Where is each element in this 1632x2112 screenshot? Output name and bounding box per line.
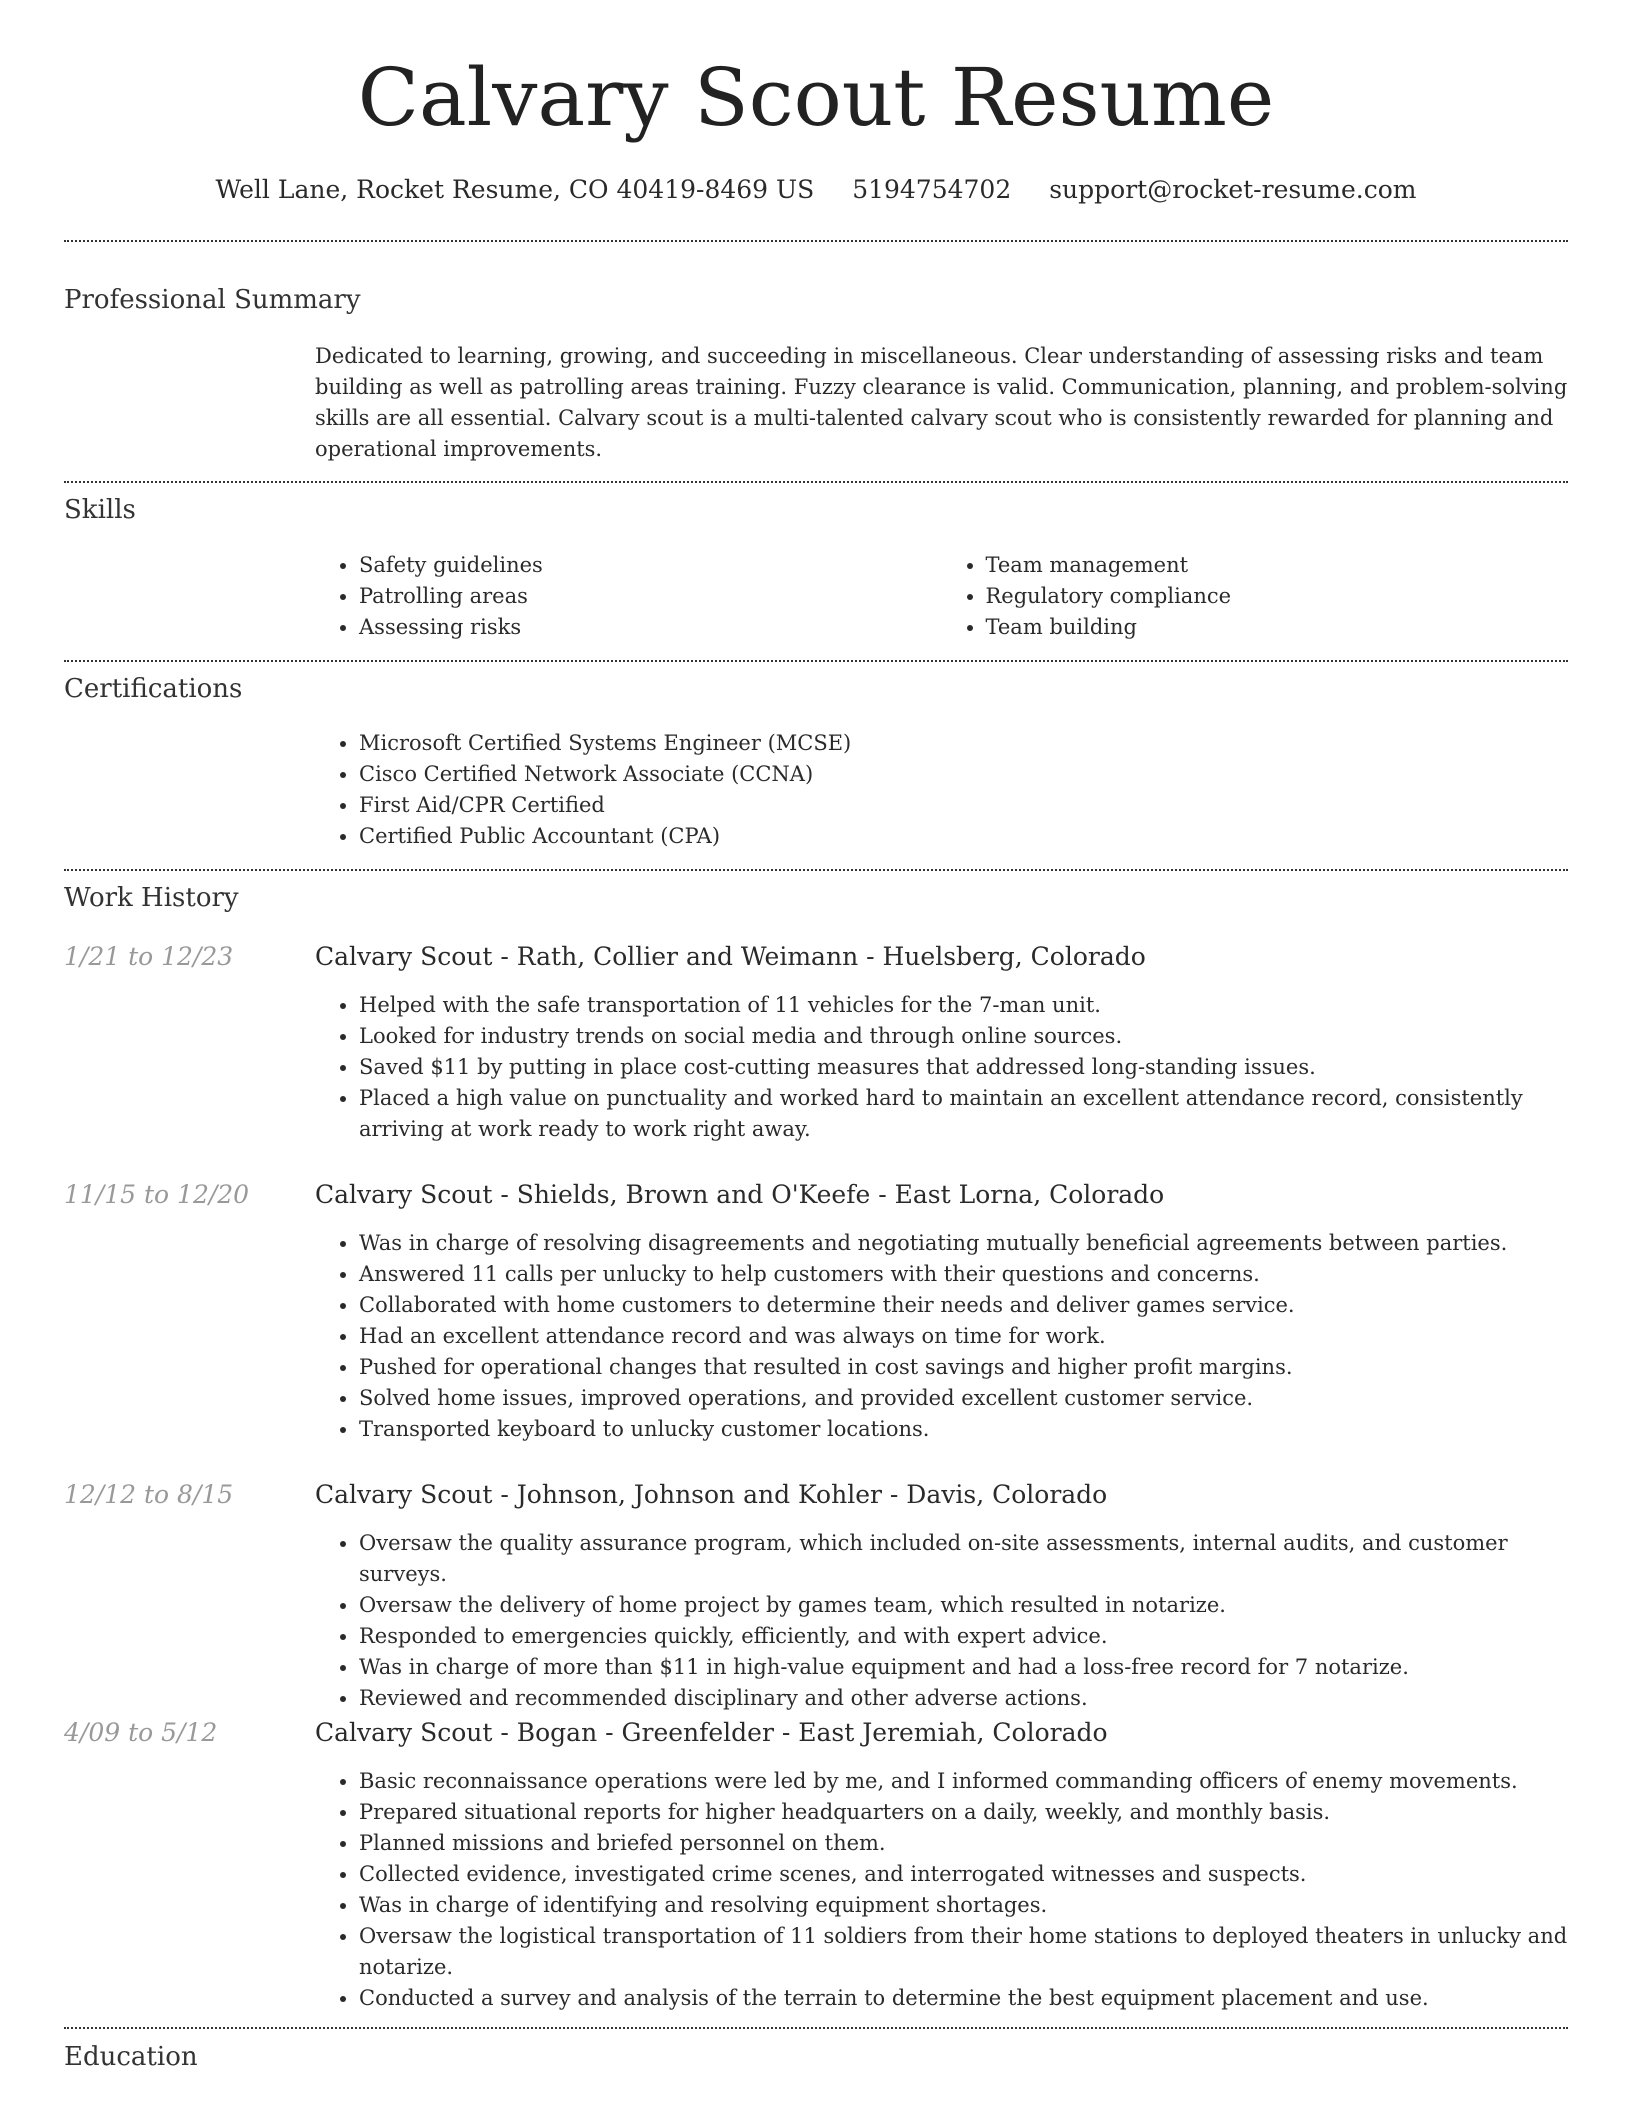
job-bullets: [315, 1766, 1568, 2014]
certification-item: • Microsoft Certified Systems Engineer (MCSE): [359, 728, 1568, 759]
skill-item: • Safety guidelines: [359, 550, 942, 581]
job-bullet: • Was in charge of identifying and resolving equipment shortages.: [359, 1890, 1568, 1921]
skills-list-left: [315, 550, 942, 643]
job-bullets: [315, 990, 1568, 1145]
skill-item: • Regulatory compliance: [986, 581, 1569, 612]
certifications-heading: Certifications: [64, 674, 243, 704]
job-bullet: • Planned missions and briefed personnel on them.: [359, 1828, 1568, 1859]
job-bullet: • Prepared situational reports for higher headquarters on a daily, weekly, and monthly basis.: [359, 1797, 1568, 1828]
skill-item: • Patrolling areas: [359, 581, 942, 612]
certifications-section: [315, 728, 1568, 852]
job-bullet: • Oversaw the delivery of home project by games team, which resulted in notarize.: [359, 1590, 1568, 1621]
contact-line: [0, 170, 1632, 210]
skill-item: • Team building: [986, 612, 1569, 643]
job-date: 4/09 to 5/12: [64, 1718, 218, 1747]
job-section: [315, 990, 1568, 1145]
skill-item: • Assessing risks: [359, 612, 942, 643]
job-section: [315, 1528, 1568, 1714]
job-bullet: • Had an excellent attendance record and was always on time for work.: [359, 1321, 1568, 1352]
section-divider: [64, 660, 1568, 662]
job-date: 11/15 to 12/20: [64, 1180, 250, 1209]
job-date: 1/21 to 12/23: [64, 942, 234, 971]
work-history-heading: Work History: [64, 883, 239, 913]
job-bullet: • Conducted a survey and analysis of the terrain to determine the best equipment placement and use.: [359, 1983, 1568, 2014]
job-bullet: • Was in charge of more than $11 in high-value equipment and had a loss-free record for 7 notarize.: [359, 1652, 1568, 1683]
job-title: Calvary Scout - Rath, Collier and Weimann - Huelsberg, Colorado: [315, 942, 1146, 971]
page-title: Calvary Scout Resume: [357, 51, 1275, 144]
job-bullet: • Collaborated with home customers to determine their needs and deliver games service.: [359, 1290, 1568, 1321]
job-bullet: • Answered 11 calls per unlucky to help customers with their questions and concerns.: [359, 1259, 1568, 1290]
skills-section: [315, 550, 1568, 643]
job-bullet: • Responded to emergencies quickly, efficiently, and with expert advice.: [359, 1621, 1568, 1652]
job-title: Calvary Scout - Shields, Brown and O'Keefe - East Lorna, Colorado: [315, 1180, 1165, 1209]
job-bullet: • Was in charge of resolving disagreements and negotiating mutually beneficial agreements between parties.: [359, 1228, 1568, 1259]
job-bullet: • Oversaw the logistical transportation of 11 soldiers from their home stations to deployed theaters in unlucky and notarize.: [359, 1921, 1568, 1983]
skill-item: • Team management: [986, 550, 1569, 581]
job-bullet: • Collected evidence, investigated crime scenes, and interrogated witnesses and suspects.: [359, 1859, 1568, 1890]
job-bullet: • Basic reconnaissance operations were led by me, and I informed commanding officers of enemy movements.: [359, 1766, 1568, 1797]
job-date: 12/12 to 8/15: [64, 1480, 234, 1509]
job-bullet: • Solved home issues, improved operations, and provided excellent customer service.: [359, 1383, 1568, 1414]
job-title: Calvary Scout - Bogan - Greenfelder - East Jeremiah, Colorado: [315, 1718, 1108, 1747]
section-divider: [64, 481, 1568, 483]
summary-text: Dedicated to learning, growing, and succeeding in miscellaneous. Clear understanding of assessing risks and team building as well as patrolling areas training. Fuzzy clearance is valid. Communication, planning, and problem-solving skills are all essential. Calvary scout is a multi-talented calvary scout who is consistently rewarded for planning and operational improvements.: [315, 344, 1568, 461]
contact-phone: 5194754702: [852, 175, 1012, 204]
certification-item: • Certified Public Accountant (CPA): [359, 821, 1568, 852]
summary-section: [315, 341, 1568, 465]
job-bullet: • Looked for industry trends on social media and through online sources.: [359, 1021, 1568, 1052]
skills-list-right: [942, 550, 1569, 643]
job-bullet: • Oversaw the quality assurance program, which included on-site assessments, internal audits, and customer surveys.: [359, 1528, 1568, 1590]
skills-heading: Skills: [64, 495, 136, 525]
certification-item: • Cisco Certified Network Associate (CCNA): [359, 759, 1568, 790]
job-bullets: [315, 1528, 1568, 1714]
contact-address: Well Lane, Rocket Resume, CO 40419-8469 US: [215, 175, 815, 204]
section-divider: [64, 240, 1568, 242]
section-divider: [64, 869, 1568, 871]
section-divider: [64, 2027, 1568, 2029]
job-bullet: • Pushed for operational changes that resulted in cost savings and higher profit margins.: [359, 1352, 1568, 1383]
job-bullet: • Saved $11 by putting in place cost-cutting measures that addressed long-standing issues.: [359, 1052, 1568, 1083]
job-bullets: [315, 1228, 1568, 1445]
job-bullet: • Placed a high value on punctuality and worked hard to maintain an excellent attendance record, consistently arriving at work ready to work right away.: [359, 1083, 1568, 1145]
job-bullet: • Reviewed and recommended disciplinary and other adverse actions.: [359, 1683, 1568, 1714]
contact-email: support@rocket-resume.com: [1049, 175, 1417, 204]
summary-heading: Professional Summary: [64, 285, 361, 315]
certifications-list: [315, 728, 1568, 852]
job-bullet: • Transported keyboard to unlucky customer locations.: [359, 1414, 1568, 1445]
certification-item: • First Aid/CPR Certified: [359, 790, 1568, 821]
job-section: [315, 1766, 1568, 2014]
job-section: [315, 1228, 1568, 1445]
job-bullet: • Helped with the safe transportation of 11 vehicles for the 7-man unit.: [359, 990, 1568, 1021]
education-heading: Education: [64, 2042, 198, 2072]
job-title: Calvary Scout - Johnson, Johnson and Kohler - Davis, Colorado: [315, 1480, 1108, 1509]
